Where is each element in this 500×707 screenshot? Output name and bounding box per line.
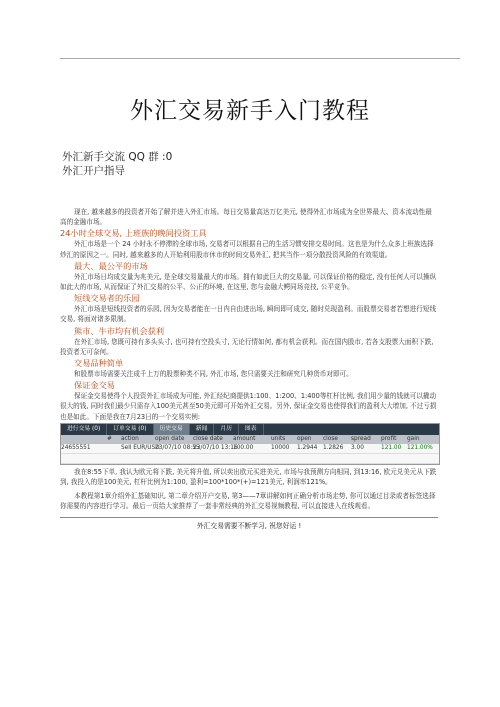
top-divider: [60, 58, 460, 59]
column-header[interactable]: units: [271, 435, 286, 442]
trade-open-price: 1.2944: [297, 444, 318, 451]
section-heading: 保证金交易: [74, 380, 115, 391]
trade-open-date: 23/07/10 08:55: [155, 444, 200, 451]
trade-amount: 100.00: [233, 444, 254, 451]
column-header[interactable]: profit: [381, 435, 397, 442]
column-header[interactable]: #: [107, 435, 112, 442]
trade-gain: 121.00%: [407, 444, 433, 451]
tab-open-trades[interactable]: 进行交易 (0): [61, 424, 107, 435]
column-header[interactable]: amount: [233, 435, 256, 442]
closing-paragraph: 本教程第1章介绍外汇基础知识, 第二章介绍开户交易, 第3——7章讲解如何正确分析市场走势, 你可以通过目录或者标签选择你需要的内容进行学习。最后一页给大家推荐了一套非常经典的外汇交易视频教程, 可以直接进入在线观看。: [60, 492, 436, 511]
account-guide-text: 外汇开户指导: [62, 165, 125, 177]
page-title: 外汇交易新手入门教程: [130, 98, 370, 124]
column-header[interactable]: spread: [351, 435, 371, 442]
section-body: 外汇市场是一个 24 小时永不停滞的全球市场, 交易者可以根据自己的生活习惯安排交易时间。这也是为什么众多上班族选择炒汇的原因之一。同时, 越来越多的人开始利用股市休市的时间交易外汇, 把其当作一项分散投资风险的有效渠道。: [60, 240, 434, 259]
trade-profit: 121.00: [381, 444, 402, 451]
column-header[interactable]: close: [323, 435, 338, 442]
trade-close-date: 23/07/10 13:16: [193, 444, 238, 451]
trade-units: 10000: [271, 444, 290, 451]
trade-close-price: 1.2826: [323, 444, 344, 451]
section-body: 外汇市场是短线投资者的乐园, 因为交易者能在一日内自由进出场, 瞬间即可成交, 随时兑现盈利。而股票交易者若想进行短线交易, 将面对诸多限制。: [60, 305, 437, 324]
trade-action: Sell EUR/USD: [121, 444, 160, 451]
section-heading: 24小时全球交易, 上班族的晚间投资工具: [60, 228, 207, 239]
table-body: [61, 444, 439, 464]
meta-block: [62, 150, 172, 178]
qq-group-text: 外汇新手交流 QQ 群 :0: [62, 151, 173, 163]
intro-paragraph: 现在, 越来越多的投资者开始了解并进入外汇市场。每日交易量高达万亿美元, 使得外汇市场成为全世界最大、资本流动性最高的金融市场。: [60, 208, 432, 227]
section-heading: 最大、最公平的市场: [74, 260, 148, 271]
trade-spread: 3.00: [351, 444, 364, 451]
table-row-empty: [61, 454, 439, 464]
footer-text: 外汇交易需要不断学习, 祝您好运 !: [196, 521, 302, 530]
tab-calendar[interactable]: 月历: [214, 424, 239, 435]
section-body: 和股票市场需要关注成千上万的股票种类不同, 外汇市场, 您只需要关注和研究几种货币对即可。: [74, 370, 353, 379]
column-header[interactable]: open date: [155, 435, 185, 442]
tab-history[interactable]: 历史交易: [154, 424, 190, 435]
trade-history-screenshot: [60, 423, 440, 465]
table-header: [61, 435, 439, 444]
tab-news[interactable]: 新闻: [190, 424, 215, 435]
article-body: [60, 207, 438, 531]
section-heading: 交易品种简单: [74, 358, 124, 369]
bottom-divider: [60, 517, 438, 518]
column-header[interactable]: close date: [193, 435, 223, 442]
section-body: 外汇市场日均成交量为兆美元, 是全球交易量最大的市场。拥有如此巨大的交易量, 可以保证价格的稳定, 没有任何人可以操纵如此大的市场, 从而保证了外汇交易的公平、公正的环境, 在这里, 您与金融大鳄同场竞技, 公平竞争。: [60, 272, 437, 292]
trade-id: 24655551: [61, 444, 91, 451]
tab-charts[interactable]: 图表: [239, 424, 264, 435]
column-header[interactable]: action: [121, 435, 139, 442]
trade-tabs: [61, 424, 439, 435]
column-header[interactable]: open: [297, 435, 312, 442]
column-header[interactable]: gain: [407, 435, 420, 442]
table-row[interactable]: [61, 444, 439, 454]
section-heading: 短线交易者的乐园: [74, 293, 140, 304]
section-heading: 熊市、牛市均有机会获利: [74, 325, 165, 336]
section-body: 在外汇市场, 您既可持有多头头寸, 也可持有空投头寸, 无论行情如何, 都有机会获利。而在国内股市, 若各支股票大面积下跌, 投资者无可奈何。: [60, 337, 434, 356]
tab-orders[interactable]: 订单交易 (0): [107, 424, 153, 435]
trade-explanation: 我在8:55下单, 我认为欧元将下跌, 美元将升值, 所以卖出欧元买进美元, 市场与我预测方向相同, 到13:16, 欧元兑美元从下跌到, 我投入的是100美元, 杠杆比例为1:100, 盈利=100*100*(+)=121美元, 利润率121%。: [60, 467, 437, 487]
section-body: 保证金交易使得个人投资外汇市场成为可能, 外汇经纪商提供1:100、1:200、1:400等杠杆比例, 我们用少量的钱就可以撬动很大的钱, 同时我们最少只需存入100美元甚至50美元即可开始外汇交易。另外, 保证金交易也使得我们的盈利大大增加, 不过亏损也是如此。下面是我在7月23日的一个交易实例:: [60, 392, 437, 421]
